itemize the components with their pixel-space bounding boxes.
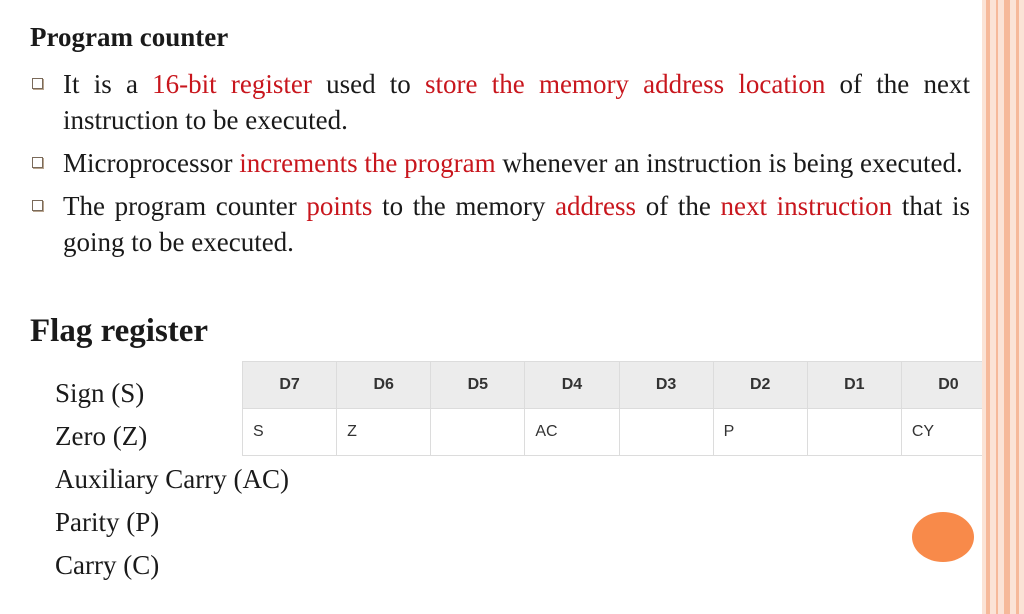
- bullet-text-2: [63, 148, 963, 178]
- section-heading-flag-register: Flag register: [30, 313, 209, 349]
- table-cell: AC: [525, 409, 619, 456]
- decorative-orange-circle: [912, 512, 974, 562]
- highlighted-text: address: [555, 191, 637, 221]
- flag-register-table: [242, 361, 996, 456]
- border-stripe: [1016, 0, 1019, 614]
- bullet-item-2: [30, 145, 970, 181]
- flag-item: Auxiliary Carry (AC): [55, 464, 289, 494]
- highlighted-text: points: [306, 191, 373, 221]
- table-header-row: [243, 362, 996, 409]
- body-text: used to: [311, 69, 426, 99]
- body-text: The program counter: [63, 191, 307, 221]
- table-header-cell: D7: [243, 362, 337, 409]
- square-bullet-icon: [32, 200, 43, 211]
- table-cell: [807, 409, 901, 456]
- decorative-right-border: [982, 0, 1024, 614]
- border-stripe: [1004, 0, 1010, 614]
- table-row: [243, 409, 996, 456]
- body-text: that is going to be executed.: [63, 191, 970, 257]
- section-heading-program-counter: Program counter: [30, 22, 229, 52]
- flag-item: Carry (C): [55, 550, 160, 580]
- bullet-text-3: [63, 191, 970, 257]
- bullet-item-1: [30, 66, 970, 138]
- body-text: Microprocessor: [63, 148, 240, 178]
- table-cell: Z: [337, 409, 431, 456]
- square-bullet-icon: [32, 157, 43, 168]
- highlighted-text: 16-bit register: [152, 69, 312, 99]
- border-stripe: [996, 0, 998, 614]
- highlighted-text: next instruction: [720, 191, 893, 221]
- square-bullet-icon: [32, 78, 43, 89]
- table-cell: P: [713, 409, 807, 456]
- table-header-cell: D6: [337, 362, 431, 409]
- body-text: whenever an instruction is being executed.: [495, 148, 963, 178]
- highlighted-text: increments the program: [239, 148, 496, 178]
- table-header-cell: D4: [525, 362, 619, 409]
- body-text: It is a: [63, 69, 153, 99]
- table-header-cell: D3: [619, 362, 713, 409]
- bullet-text-1: [63, 69, 970, 135]
- table-header-cell: D0: [901, 362, 995, 409]
- table-cell: CY: [901, 409, 995, 456]
- highlighted-text: store the memory address location: [425, 69, 826, 99]
- table-cell: S: [243, 409, 337, 456]
- bullet-list: [30, 66, 970, 267]
- bullet-item-3: [30, 188, 970, 260]
- table-cell: [619, 409, 713, 456]
- flag-item: Parity (P): [55, 507, 160, 537]
- flag-item: Sign (S): [55, 378, 145, 408]
- table-header-cell: D1: [807, 362, 901, 409]
- border-stripe: [986, 0, 990, 614]
- flag-item: Zero (Z): [55, 421, 148, 451]
- table-cell: [431, 409, 525, 456]
- table-header-cell: D2: [713, 362, 807, 409]
- body-text: of the next instruction to be executed.: [63, 69, 970, 135]
- table-header-cell: D5: [431, 362, 525, 409]
- body-text: to the memory: [372, 191, 556, 221]
- body-text: of the: [636, 191, 721, 221]
- flag-register-table-container: [236, 355, 1002, 459]
